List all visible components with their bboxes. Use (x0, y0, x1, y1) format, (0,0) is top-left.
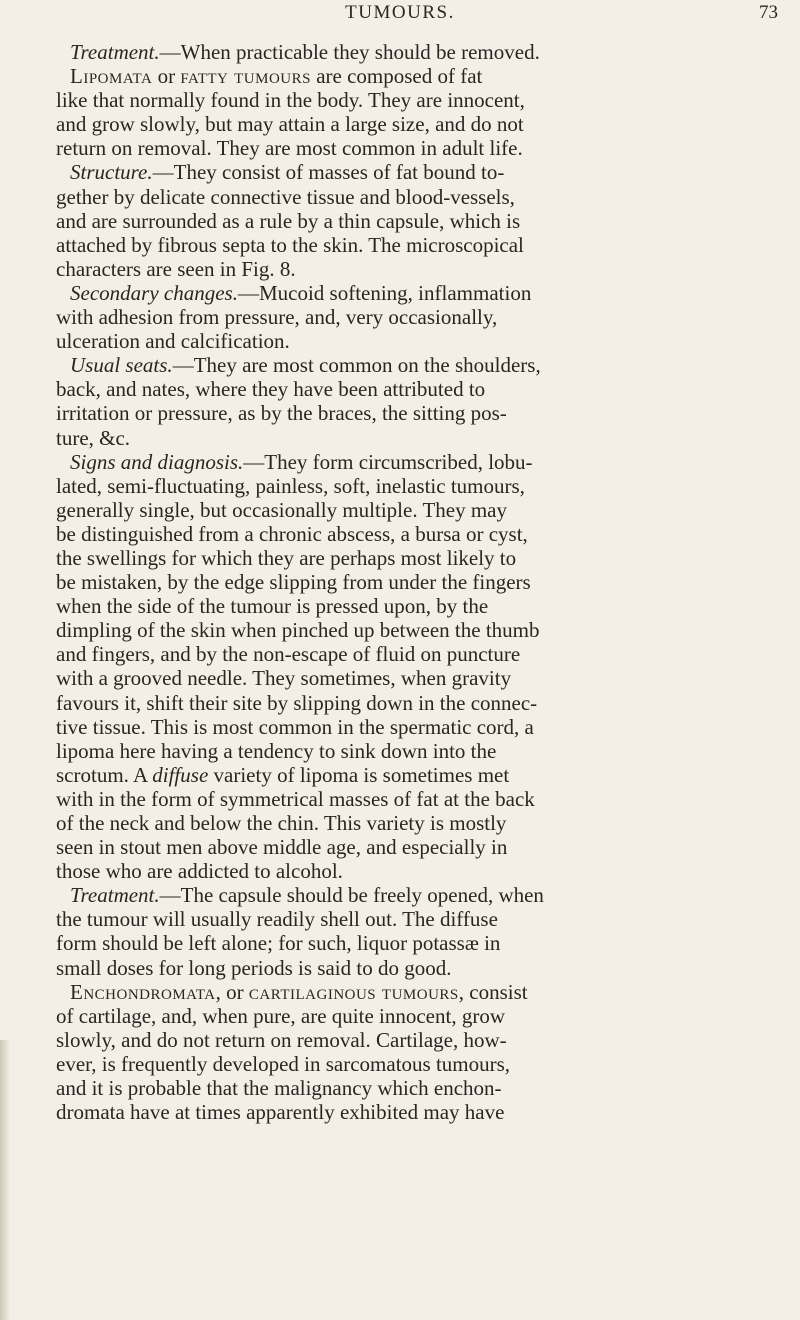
text-line (56, 570, 768, 594)
text-line (56, 907, 768, 931)
text-run: and it is probable that the malignancy which enchon- (56, 1076, 502, 1101)
text-line (56, 401, 768, 425)
italic-run: Structure. (70, 160, 153, 185)
text-line (56, 426, 768, 450)
small-caps-run: Lipomata (70, 64, 153, 89)
text-line (56, 763, 768, 787)
italic-run: Usual seats. (70, 353, 173, 378)
text-run: those who are addicted to alcohol. (56, 859, 343, 884)
text-run: —They are most common on the shoulders, (172, 353, 541, 378)
text-line (56, 1052, 768, 1076)
text-run: with a grooved needle. They sometimes, when gravity (56, 666, 512, 691)
text-line (56, 739, 768, 763)
text-run: be distinguished from a chronic abscess, a bursa or cyst, (56, 521, 528, 546)
text-line (56, 691, 768, 715)
text-line (56, 40, 768, 64)
text-line (56, 1100, 768, 1124)
text-line (56, 546, 768, 570)
text-line (56, 787, 768, 811)
text-line (56, 1028, 768, 1052)
text-run: ulceration and calcification. (56, 329, 290, 354)
text-run: attached by fibrous septa to the skin. The microscopical (56, 232, 524, 257)
text-line (56, 1076, 768, 1100)
text-run: with adhesion from pressure, and, very occasionally, (56, 305, 498, 330)
text-run: of cartilage, and, when pure, are quite innocent, grow (56, 1003, 505, 1028)
text-line (56, 305, 768, 329)
text-line (56, 1004, 768, 1028)
text-line (56, 811, 768, 835)
text-run: ture, &c. (56, 425, 131, 450)
text-line (56, 257, 768, 281)
text-run: like that normally found in the body. They are innocent, (56, 88, 525, 113)
text-line (56, 642, 768, 666)
text-run: irritation or pressure, as by the braces, the sitting pos- (56, 401, 507, 426)
text-run: characters are seen in Fig. 8. (56, 256, 296, 281)
text-line (56, 859, 768, 883)
text-line (56, 474, 768, 498)
small-caps-run: Enchondromata (70, 979, 216, 1004)
italic-run: Secondary changes. (70, 280, 238, 305)
text-run: lated, semi-fluctuating, painless, soft, inelastic tumours, (56, 473, 525, 498)
text-run: tive tissue. This is most common in the spermatic cord, a (56, 714, 534, 739)
text-line (56, 498, 768, 522)
text-run: —The capsule should be freely opened, when (159, 883, 544, 908)
italic-run: Treatment. (70, 883, 160, 908)
text-run: dromata have at times apparently exhibited may have (56, 1100, 505, 1125)
text-run: ever, is frequently developed in sarcomatous tumours, (56, 1051, 511, 1076)
text-line (56, 185, 768, 209)
text-line (56, 64, 768, 88)
text-line (56, 522, 768, 546)
text-run: favours it, shift their site by slipping down in the connec- (56, 690, 538, 715)
text-run: dimpling of the skin when pinched up between the thumb (56, 618, 540, 643)
small-caps-run: fatty tumours (180, 64, 311, 89)
text-run: return on removal. They are most common in adult life. (56, 136, 523, 161)
text-line (56, 618, 768, 642)
text-run: form should be left alone; for such, liquor potassæ in (56, 931, 501, 956)
text-run: the tumour will usually readily shell out. The diffuse (56, 907, 498, 932)
text-run: —They form circumscribed, lobu- (243, 449, 533, 474)
running-head (0, 2, 800, 32)
text-line (56, 281, 768, 305)
running-title: TUMOURS. (345, 2, 455, 23)
italic-run: diffuse (152, 762, 209, 787)
text-line (56, 715, 768, 739)
text-run: seen in stout men above middle age, and especially in (56, 835, 508, 860)
text-line (56, 329, 768, 353)
text-run: , consist (458, 979, 528, 1004)
text-line (56, 931, 768, 955)
text-line (56, 160, 768, 184)
text-run: —Mucoid softening, inflammation (237, 280, 532, 305)
text-line (56, 377, 768, 401)
body-text (56, 40, 768, 1124)
text-run: scrotum. A (56, 762, 153, 787)
text-line (56, 666, 768, 690)
text-line (56, 594, 768, 618)
text-run: when the side of the tumour is pressed upon, by the (56, 594, 489, 619)
text-run: —They consist of masses of fat bound to- (152, 160, 505, 185)
text-line (56, 209, 768, 233)
text-run: —When practicable they should be removed. (159, 40, 540, 64)
text-run: and grow slowly, but may attain a large size, and do not (56, 112, 524, 137)
italic-run: Treatment. (70, 40, 160, 64)
text-run: gether by delicate connective tissue and blood-vessels, (56, 184, 515, 209)
text-run: and are surrounded as a rule by a thin capsule, which is (56, 208, 521, 233)
text-run: are composed of fat (310, 64, 483, 89)
text-run: slowly, and do not return on removal. Cartilage, how- (56, 1027, 507, 1052)
text-run: with in the form of symmetrical masses of fat at the back (56, 786, 535, 811)
text-run: or (152, 64, 181, 89)
text-run: back, and nates, where they have been attributed to (56, 377, 486, 402)
text-run: small doses for long periods is said to do good. (56, 955, 452, 980)
text-line (56, 88, 768, 112)
text-line (56, 835, 768, 859)
page-number: 73 (759, 2, 778, 23)
text-line (56, 980, 768, 1004)
text-run: lipoma here having a tendency to sink down into the (56, 738, 497, 763)
page-binding-shadow (0, 1040, 10, 1320)
text-run: variety of lipoma is sometimes met (208, 762, 510, 787)
text-line (56, 956, 768, 980)
text-run: , or (215, 979, 249, 1004)
text-line (56, 450, 768, 474)
text-line (56, 883, 768, 907)
text-line (56, 233, 768, 257)
text-run: of the neck and below the chin. This variety is mostly (56, 811, 507, 835)
text-line (56, 112, 768, 136)
italic-run: Signs and diagnosis. (70, 449, 244, 474)
text-run: be mistaken, by the edge slipping from under the fingers (56, 570, 531, 595)
text-line (56, 353, 768, 377)
text-run: and fingers, and by the non-escape of fluid on puncture (56, 642, 521, 667)
text-line (56, 136, 768, 160)
text-run: the swellings for which they are perhaps most likely to (56, 545, 517, 570)
small-caps-run: cartilaginous tumours (248, 979, 459, 1004)
text-run: generally single, but occasionally multiple. They may (56, 497, 507, 522)
